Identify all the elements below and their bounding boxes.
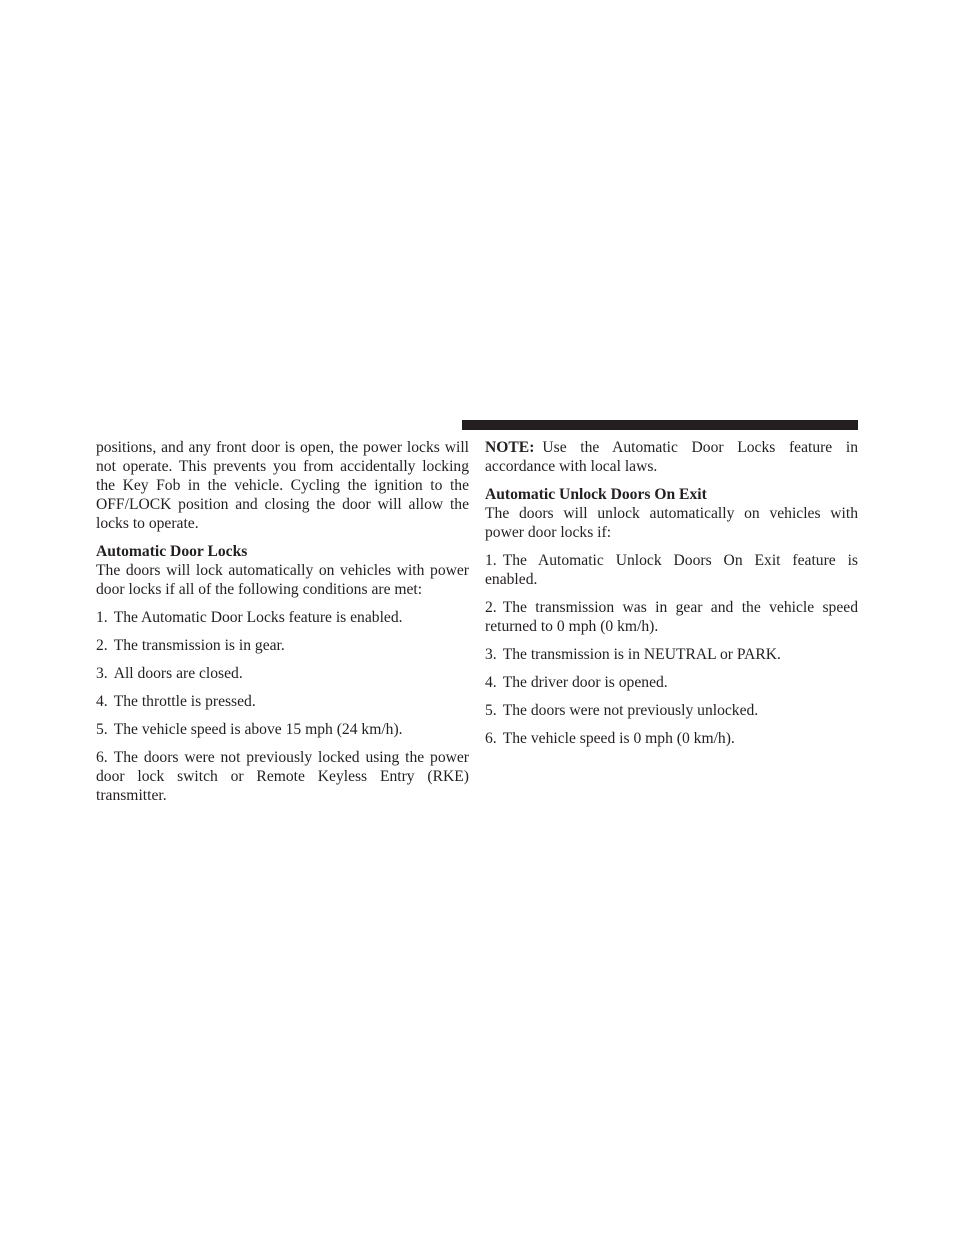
section-heading-automatic-door-locks: Automatic Door Locks [96, 543, 248, 560]
section-intro: The doors will lock automatically on vehicles with power door locks if all of the following conditions are met: [96, 562, 469, 598]
list-item: 2. The transmission was in gear and the vehicle speed returned to 0 mph (0 km/h). [485, 599, 858, 635]
list-item: 1. The Automatic Door Locks feature is enabled. [96, 609, 403, 626]
note-text: Use the Automatic Door Locks feature in accordance with local laws. [485, 439, 858, 475]
list-item: 3. All doors are closed. [96, 665, 243, 682]
list-item: 5. The vehicle speed is above 15 mph (24 km/h). [96, 721, 403, 738]
list-item: 5. The doors were not previously unlocked. [485, 702, 759, 719]
list-item: 6. The doors were not previously locked using the power door lock switch or Remote Keyless Entry (RKE) transmitter. [96, 749, 469, 804]
list-item: 4. The driver door is opened. [485, 674, 668, 691]
list-item: 1. The Automatic Unlock Doors On Exit feature is enabled. [485, 552, 858, 588]
list-item: 4. The throttle is pressed. [96, 693, 256, 710]
list-item: 2. The transmission is in gear. [96, 637, 285, 654]
list-item: 3. The transmission is in NEUTRAL or PARK. [485, 646, 781, 663]
list-item: 6. The vehicle speed is 0 mph (0 km/h). [485, 730, 735, 747]
section-heading-automatic-unlock: Automatic Unlock Doors On Exit [485, 486, 707, 503]
section-header-bar [462, 420, 858, 430]
left-column [96, 438, 469, 814]
note-paragraph [485, 438, 858, 476]
section-intro: The doors will unlock automatically on vehicles with power door locks if: [485, 505, 858, 541]
right-column [485, 438, 858, 757]
intro-paragraph: positions, and any front door is open, the power locks will not operate. This prevents you from accidentally locking the Key Fob in the vehicle. Cycling the ignition to the OFF/LOCK position and closing the door will allow the locks to operate. [96, 439, 469, 532]
note-label: NOTE: [485, 439, 535, 456]
